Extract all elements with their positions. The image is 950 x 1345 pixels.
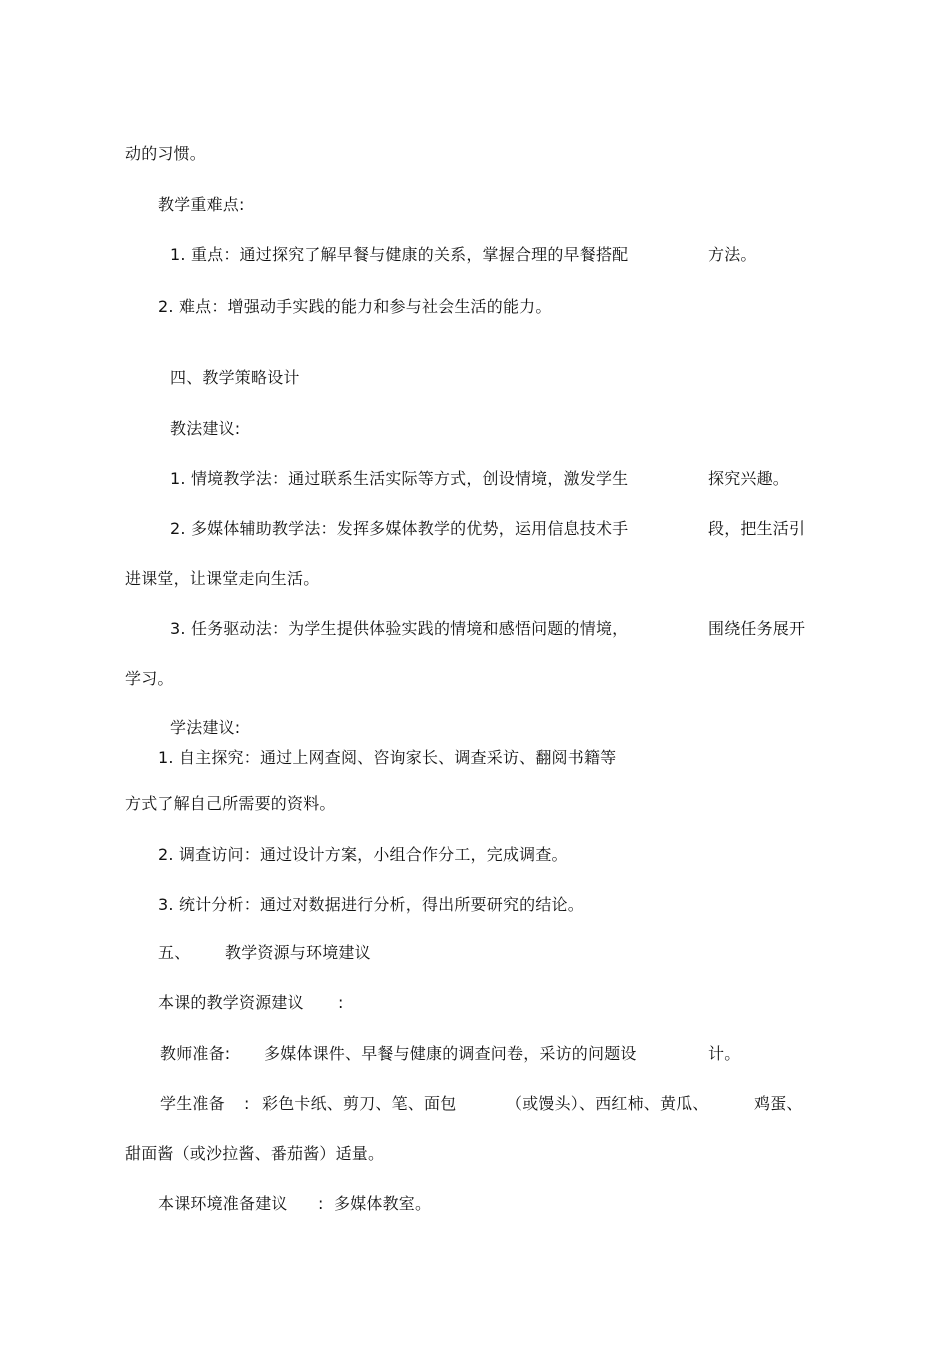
text: 动的习惯。 xyxy=(125,144,207,163)
list-item-survey xyxy=(158,845,568,865)
text: 教法建议: xyxy=(170,419,241,438)
text: : xyxy=(338,993,344,1012)
paragraph-line xyxy=(125,669,174,689)
paragraph-line xyxy=(125,569,319,589)
text: 3. 任务驱动法：为学生提供体验实践的情境和感悟问题的情境， xyxy=(170,619,629,638)
list-item-statistics xyxy=(158,895,584,915)
text: 进课堂，让课堂走向生活。 xyxy=(125,569,320,588)
text: 本课环境准备建议 xyxy=(158,1194,288,1213)
section-heading-4 xyxy=(170,368,300,388)
text: 教学资源与环境建议 xyxy=(225,943,371,962)
text: 鸡蛋、 xyxy=(754,1094,803,1113)
text: 彩色卡纸、剪刀、笔、面包 xyxy=(262,1094,457,1113)
text: （或馒头）、西红柿、黄瓜、 xyxy=(506,1094,709,1113)
text: 教学重难点: xyxy=(158,195,245,214)
text: : xyxy=(318,1194,324,1213)
text: 四、教学策略设计 xyxy=(170,368,300,387)
text: 方式了解自己所需要的资料。 xyxy=(125,794,336,813)
text: 五、 xyxy=(158,943,191,962)
text: 围绕任务展开 xyxy=(708,619,806,638)
text: 段，把生活引 xyxy=(708,519,806,538)
heading-key-points xyxy=(158,195,245,215)
text: 学法建议: xyxy=(170,718,241,737)
list-item-difficulty xyxy=(158,297,552,317)
text: 教师准备: xyxy=(160,1044,231,1063)
paragraph-line xyxy=(125,794,336,814)
paragraph-line xyxy=(125,1144,384,1164)
text: 2. 多媒体辅助教学法：发挥多媒体教学的优势，运用信息技术手 xyxy=(170,519,629,538)
subheading-teaching-methods xyxy=(170,419,240,439)
text: 1. 情境教学法：通过联系生活实际等方式，创设情境，激发学生 xyxy=(170,469,629,488)
text: 甜面酱（或沙拉酱、番茄酱）适量。 xyxy=(125,1144,385,1163)
text: 学习。 xyxy=(125,669,174,688)
subheading-learning-methods xyxy=(170,718,240,738)
text: 多媒体教室。 xyxy=(334,1194,432,1213)
text: : xyxy=(244,1094,250,1113)
text: 2. 难点：增强动手实践的能力和参与社会生活的能力。 xyxy=(158,297,552,316)
text: 1. 重点：通过探究了解早餐与健康的关系，掌握合理的早餐搭配 xyxy=(170,245,629,264)
text: 多媒体课件、早餐与健康的调查问卷，采访的问题设 xyxy=(264,1044,637,1063)
text: 3. 统计分析：通过对数据进行分析，得出所要研究的结论。 xyxy=(158,895,584,914)
text: 2. 调查访问：通过设计方案，小组合作分工，完成调查。 xyxy=(158,845,568,864)
text: 计。 xyxy=(708,1044,741,1063)
text: 探究兴趣。 xyxy=(708,469,790,488)
list-item-self-inquiry xyxy=(158,748,616,768)
text: 本课的教学资源建议 xyxy=(158,993,304,1012)
text: 方法。 xyxy=(708,245,757,264)
text: 学生准备 xyxy=(160,1094,225,1113)
paragraph-line xyxy=(125,144,206,164)
text: 1. 自主探究：通过上网查阅、咨询家长、调查采访、翻阅书籍等 xyxy=(158,748,617,767)
